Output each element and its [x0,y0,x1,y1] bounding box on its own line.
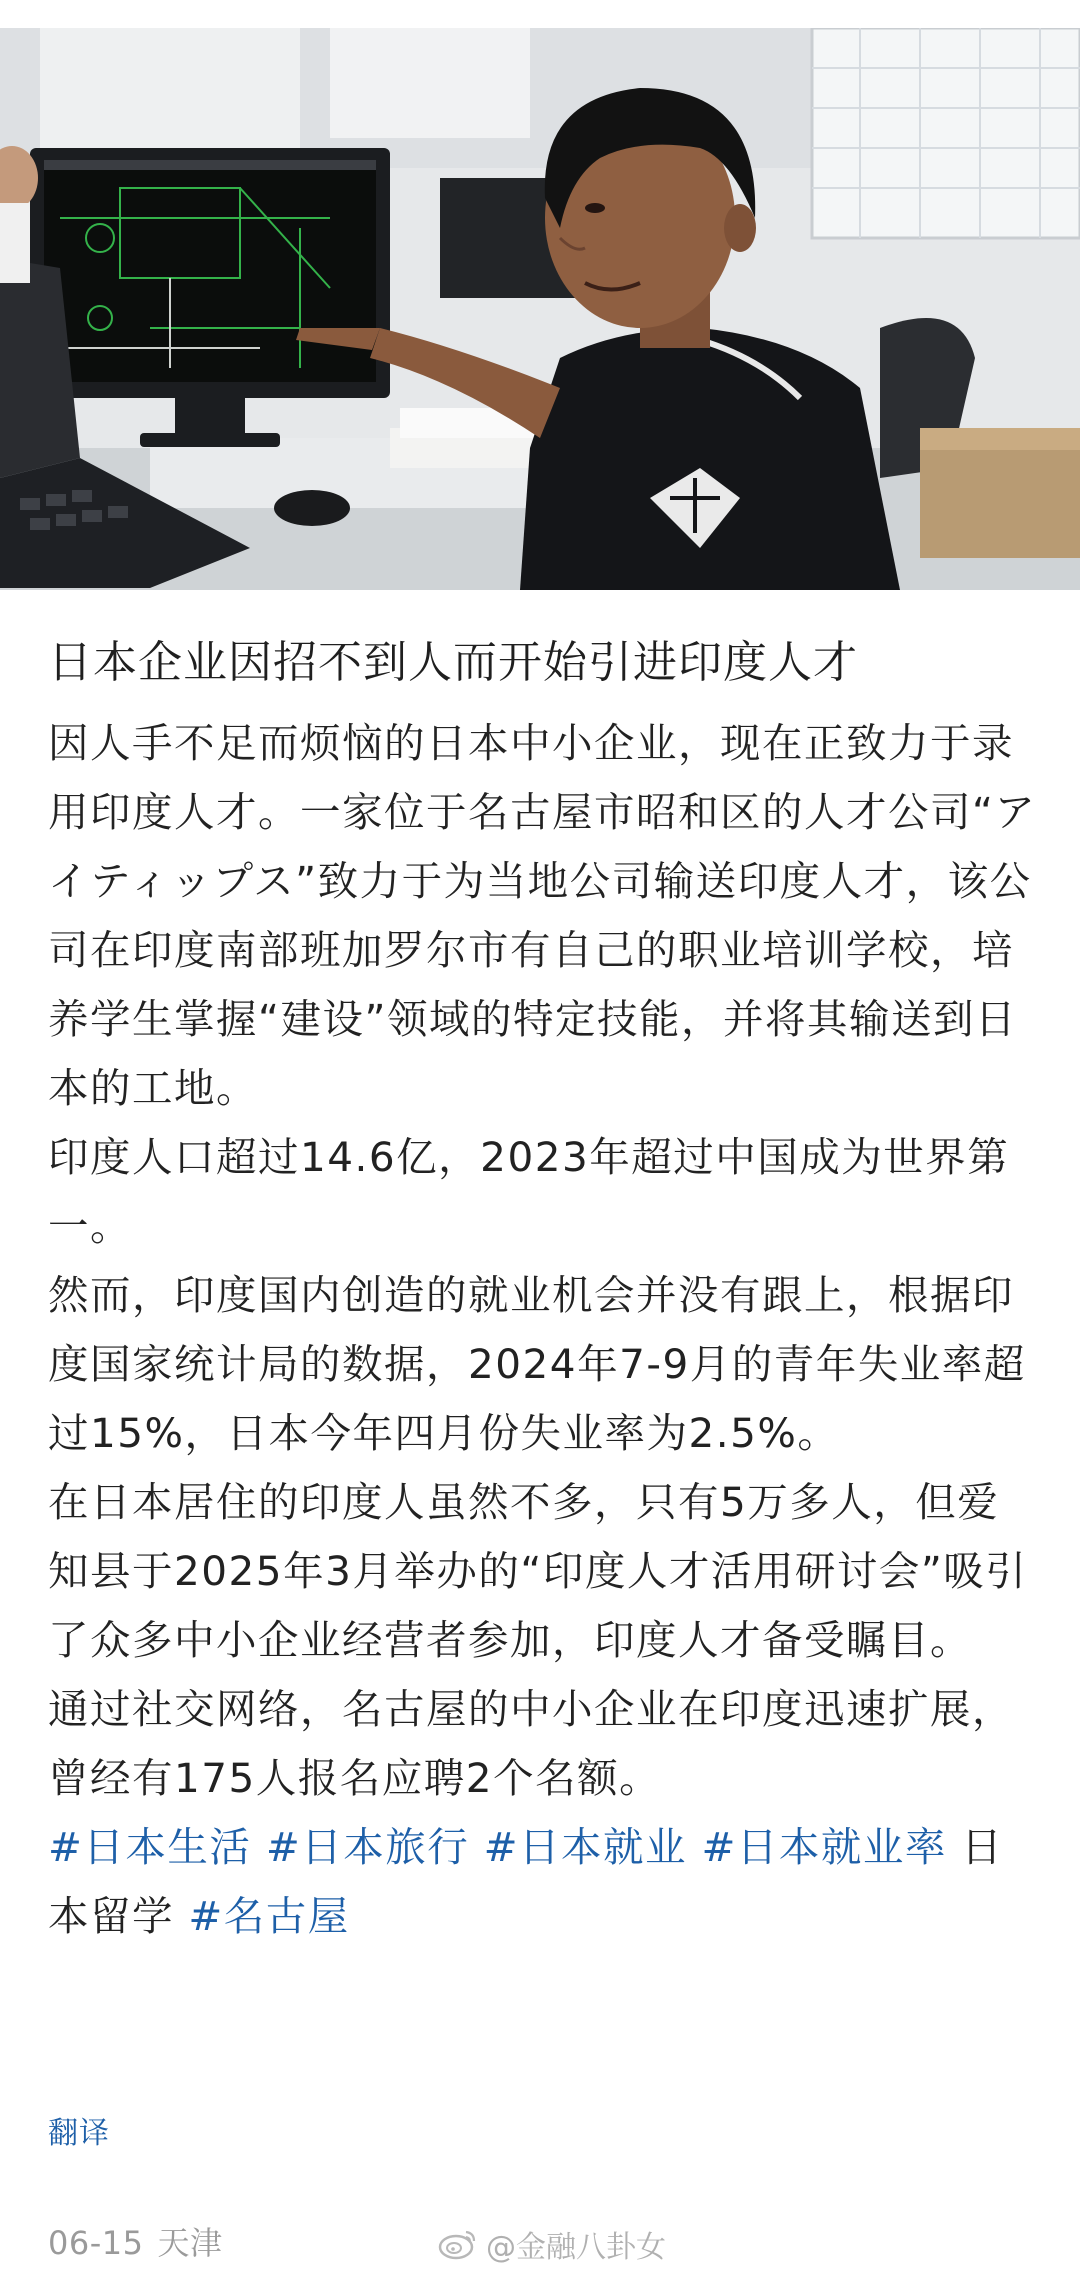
post-footer [48,2218,1038,2266]
paragraph: 印度人口超过14.6亿，2023年超过中国成为世界第一。 [48,1133,1010,1250]
post-title: 日本企业因招不到人而开始引进印度人才 [48,637,858,688]
weibo-logo-icon [438,2228,478,2260]
translate-button[interactable]: 翻译 [48,2116,110,2151]
post-date: 06-15 [48,2224,144,2262]
paragraph: 在日本居住的印度人虽然不多，只有5万多人，但爱知县于2025年3月举办的“印度人才活用研讨会”吸引了众多中小企业经营者参加，印度人才备受瞩目。 [48,1478,1028,1664]
post-meta [48,2218,237,2264]
watermark [438,2222,666,2266]
post-content [48,625,1038,1951]
watermark-text: @金融八卦女 [486,2230,666,2265]
hashtag-link[interactable]: #名古屋 [188,1892,350,1940]
hashtag-link[interactable]: #日本就业率 [701,1823,947,1871]
photo-man-pointing-at-cad-monitor [0,28,1080,590]
post-location: 天津 [157,2224,223,2262]
paragraph: 通过社交网络，名古屋的中小企业在印度迅速扩展，曾经有175人报名应聘2个名额。 [48,1685,1014,1802]
hashtag-link[interactable]: #日本生活 [48,1823,252,1871]
post-image[interactable] [0,28,1080,590]
paragraph: 然而，印度国内创造的就业机会并没有跟上，根据印度国家统计局的数据，2024年7-9月的青年失业率超过15%，日本今年四月份失业率为2.5%。 [48,1271,1026,1457]
hashtag-link[interactable]: #日本旅行 [265,1823,470,1871]
plain-tag-text: 日本留学 [48,1823,1004,1940]
paragraph: 因人手不足而烦恼的日本中小企业，现在正致力于录用印度人才。一家位于名古屋市昭和区的人才公司“アイティップス”致力于为当地公司输送印度人才，该公司在印度南部班加罗尔市有自己的职业培训学校，培养学生掌握“建设”领域的特定技能，并将其输送到日本的工地。 [48,719,1037,1112]
hashtag-list [48,1813,1038,1951]
hashtag-link[interactable]: #日本就业 [483,1823,688,1871]
